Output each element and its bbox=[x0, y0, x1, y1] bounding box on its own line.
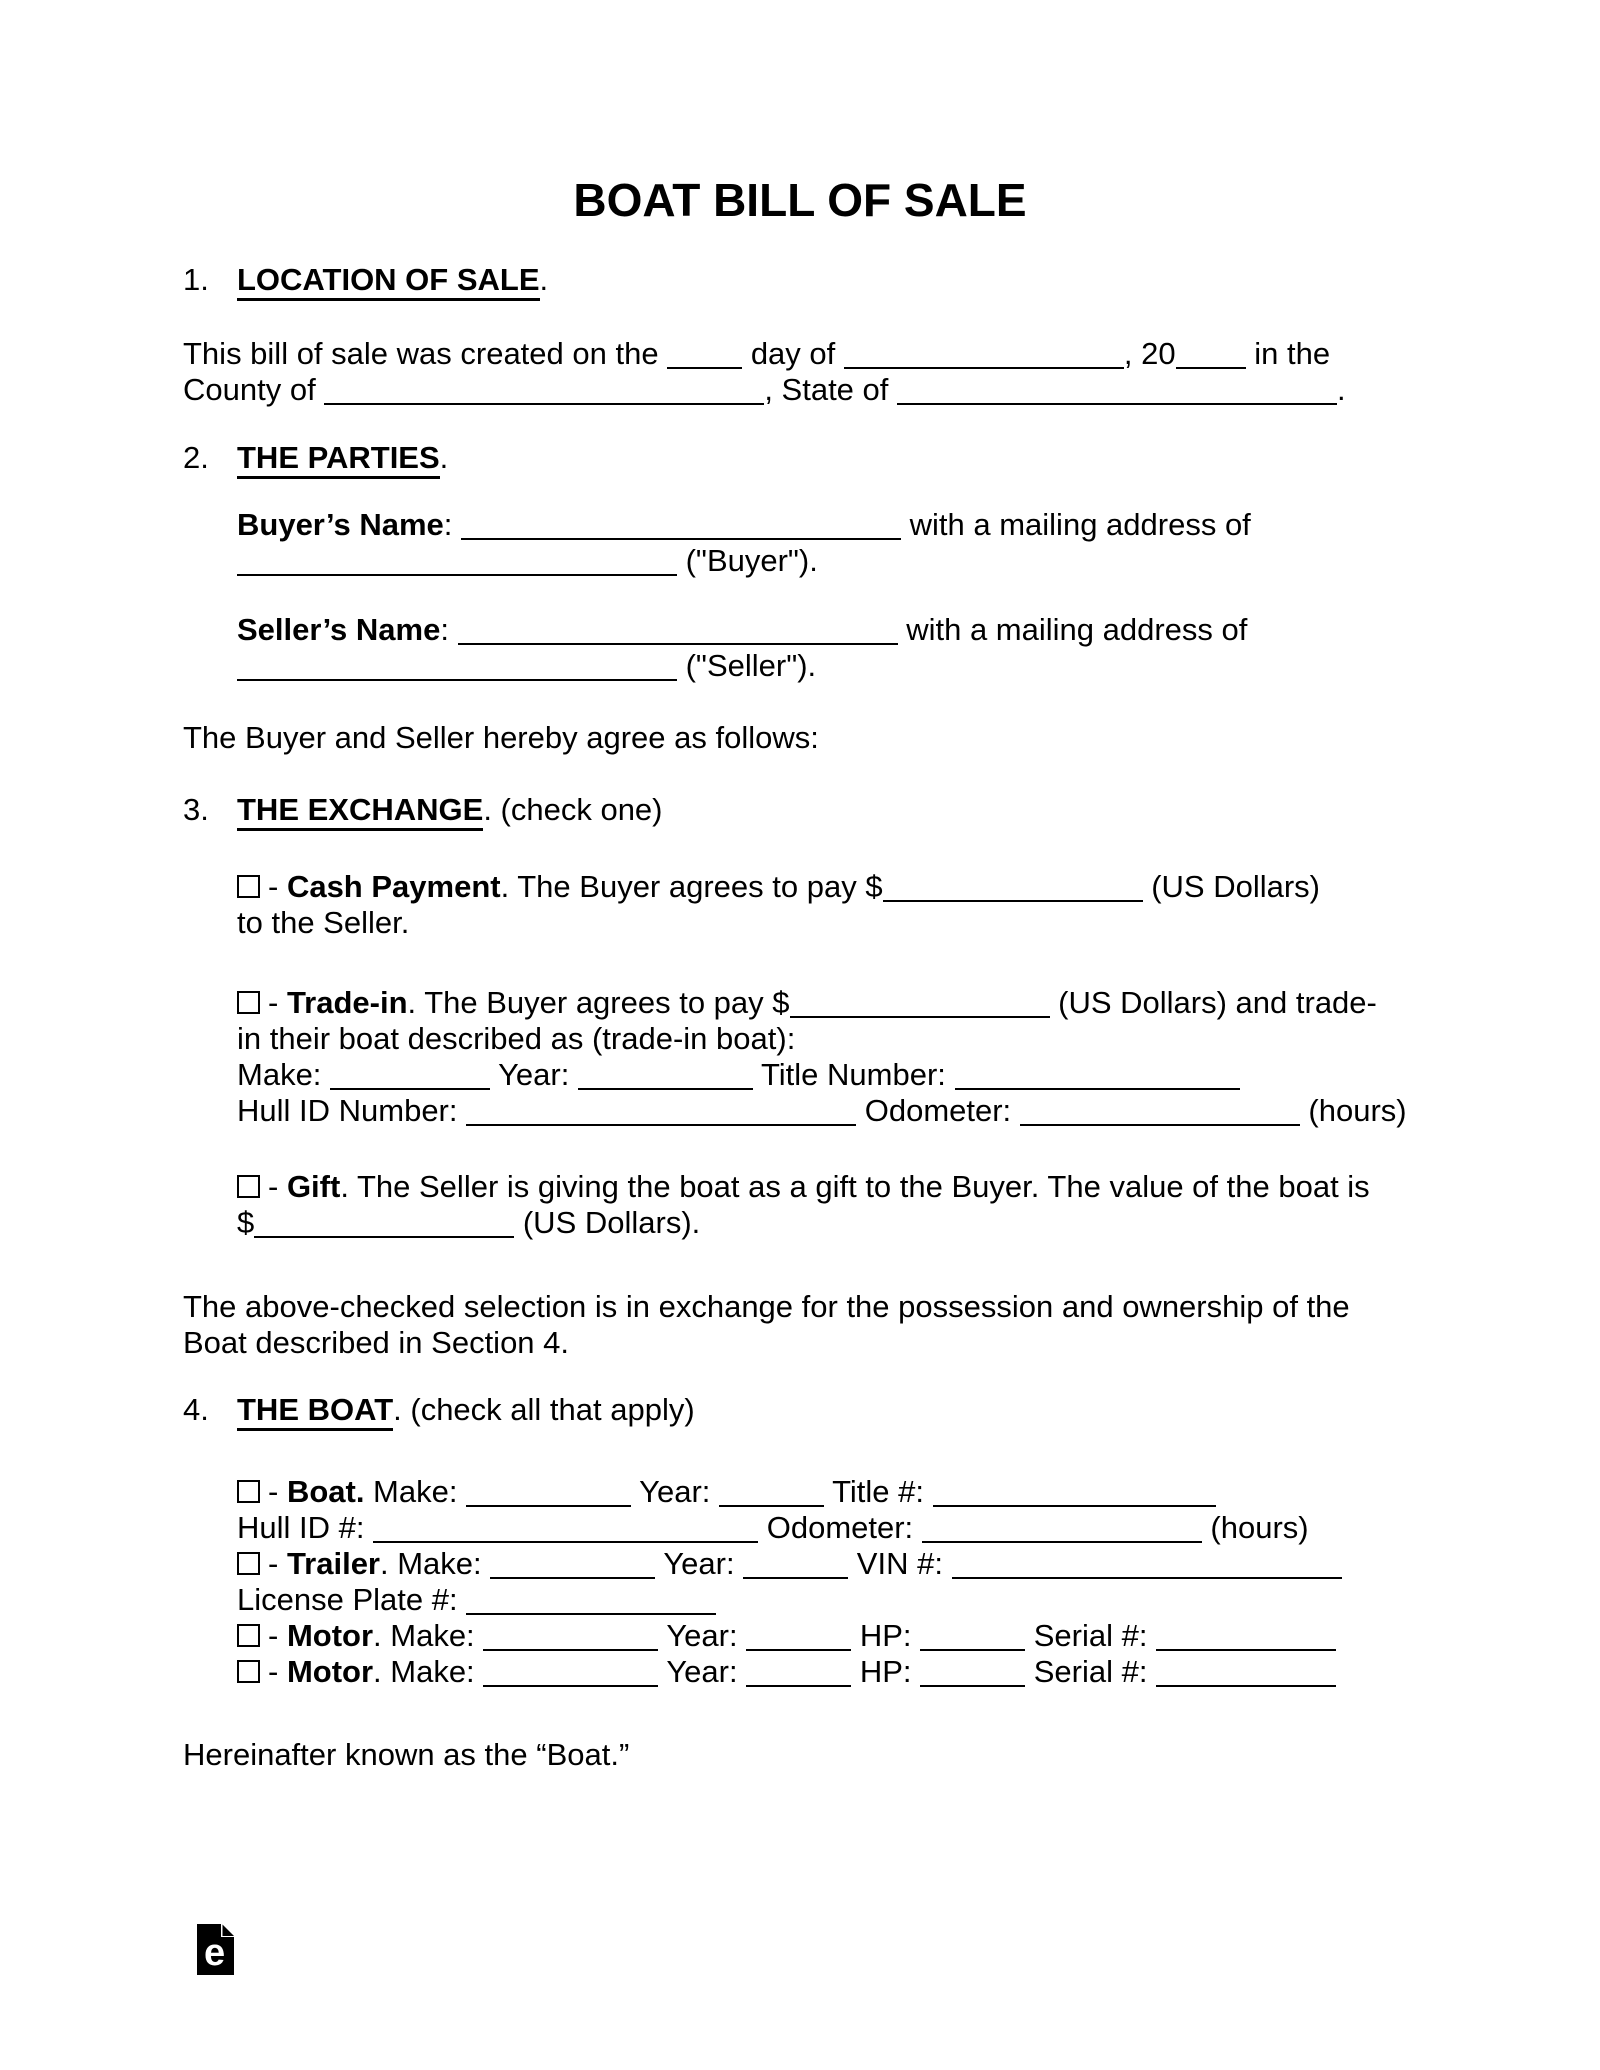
section-1-heading bbox=[183, 262, 548, 298]
trailer-year-label: Year: bbox=[655, 1546, 744, 1581]
trailer-vin-label: VIN #: bbox=[848, 1546, 952, 1581]
cash-payment-label: Cash Payment bbox=[286, 869, 501, 904]
motor-1-dash: - bbox=[268, 1618, 287, 1653]
buyer-line-1 bbox=[237, 507, 1251, 543]
blank-boat-hull-id[interactable] bbox=[373, 1539, 758, 1543]
blank-sale-month[interactable] bbox=[844, 365, 1124, 369]
blank-motor-2-hp[interactable] bbox=[920, 1683, 1025, 1687]
exchange-summary-line-2: Boat described in Section 4. bbox=[183, 1325, 570, 1360]
seller-line-1 bbox=[237, 612, 1247, 648]
blank-motor-2-year[interactable] bbox=[746, 1683, 851, 1687]
motor-2-serial-label: Serial #: bbox=[1025, 1654, 1157, 1689]
gift-line-1 bbox=[237, 1169, 1370, 1205]
seller-text-after: with a mailing address of bbox=[897, 612, 1248, 647]
checkbox-cash-payment[interactable] bbox=[237, 875, 260, 898]
location-text-2: day of bbox=[742, 336, 844, 371]
checkbox-trade-in[interactable] bbox=[237, 991, 260, 1014]
blank-seller-name[interactable] bbox=[458, 641, 898, 645]
trade-in-make-label: Make: bbox=[237, 1057, 331, 1092]
blank-boat-year[interactable] bbox=[719, 1503, 824, 1507]
exchange-summary-line-1: The above-checked selection is in exchange for the possession and ownership of the bbox=[183, 1289, 1350, 1324]
trade-in-line-1 bbox=[237, 985, 1407, 1021]
hereinafter-statement: Hereinafter known as the “Boat.” bbox=[183, 1737, 630, 1772]
section-1-heading-text: LOCATION OF SALE bbox=[237, 262, 540, 301]
section-2-number: 2. bbox=[183, 440, 209, 475]
trade-in-line-3 bbox=[237, 1057, 1407, 1093]
blank-buyer-name[interactable] bbox=[461, 536, 901, 540]
section-3-heading-text: THE EXCHANGE bbox=[237, 792, 483, 831]
seller-designation: ("Seller"). bbox=[677, 648, 817, 683]
motor-1-line bbox=[237, 1618, 1342, 1654]
blank-trade-in-year[interactable] bbox=[578, 1086, 753, 1090]
cash-payment-option bbox=[237, 869, 1320, 941]
location-text-4: in the bbox=[1245, 336, 1331, 371]
blank-boat-odometer[interactable] bbox=[922, 1539, 1202, 1543]
motor-1-hp-label: HP: bbox=[851, 1618, 921, 1653]
trailer-make-label: . Make: bbox=[380, 1546, 491, 1581]
section-3-heading-tail: . (check one) bbox=[483, 792, 663, 827]
blank-trailer-vin[interactable] bbox=[952, 1575, 1342, 1579]
trade-in-dash: - bbox=[268, 985, 287, 1020]
buyer-name-label: Buyer’s Name bbox=[237, 507, 444, 542]
gift-text-2: (US Dollars). bbox=[514, 1205, 701, 1240]
buyer-designation: ("Buyer"). bbox=[677, 543, 818, 578]
buyer-colon: : bbox=[443, 507, 462, 542]
blank-county[interactable] bbox=[324, 401, 764, 405]
boat-line-2 bbox=[237, 1510, 1342, 1546]
blank-motor-1-serial[interactable] bbox=[1156, 1647, 1336, 1651]
seller-name-label: Seller’s Name bbox=[237, 612, 441, 647]
trailer-label: Trailer bbox=[286, 1546, 380, 1581]
boat-hours-label: (hours) bbox=[1201, 1510, 1309, 1545]
trade-in-hull-id-label: Hull ID Number: bbox=[237, 1093, 467, 1128]
section-2-heading-text: THE PARTIES bbox=[237, 440, 440, 479]
agreement-statement: The Buyer and Seller hereby agree as follows: bbox=[183, 720, 819, 755]
gift-dash: - bbox=[268, 1169, 287, 1204]
blank-sale-day[interactable] bbox=[667, 365, 742, 369]
location-text-6: , State of bbox=[764, 372, 898, 407]
motor-1-make-label: . Make: bbox=[373, 1618, 484, 1653]
page-title: BOAT BILL OF SALE bbox=[573, 174, 1027, 226]
buyer-line-2 bbox=[237, 543, 1251, 579]
logo-letter: e bbox=[204, 1932, 226, 1974]
location-text-5: County of bbox=[183, 372, 325, 407]
seller-block bbox=[237, 612, 1247, 684]
cash-text-1: . The Buyer agrees to pay $ bbox=[500, 869, 883, 904]
blank-motor-1-hp[interactable] bbox=[920, 1647, 1025, 1651]
checkbox-trailer[interactable] bbox=[237, 1552, 260, 1575]
trade-in-hours-label: (hours) bbox=[1299, 1093, 1407, 1128]
trade-in-line-2: in their boat described as (trade-in boat): bbox=[237, 1021, 796, 1056]
blank-motor-2-make[interactable] bbox=[483, 1683, 658, 1687]
blank-boat-make[interactable] bbox=[466, 1503, 631, 1507]
blank-motor-2-serial[interactable] bbox=[1156, 1683, 1336, 1687]
buyer-block bbox=[237, 507, 1251, 579]
checkbox-boat[interactable] bbox=[237, 1480, 260, 1503]
license-plate-label: License Plate #: bbox=[237, 1582, 467, 1617]
section-1-number: 1. bbox=[183, 262, 209, 297]
section-2-heading bbox=[183, 440, 448, 476]
motor-1-label: Motor bbox=[286, 1618, 374, 1653]
blank-trade-in-hull-id[interactable] bbox=[466, 1122, 856, 1126]
boat-odometer-label: Odometer: bbox=[758, 1510, 922, 1545]
checkbox-motor-1[interactable] bbox=[237, 1624, 260, 1647]
location-text-1: This bill of sale was created on the bbox=[183, 336, 668, 371]
cash-dash: - bbox=[268, 869, 287, 904]
boat-title-label: Title #: bbox=[824, 1474, 933, 1509]
boat-label: Boat. bbox=[286, 1474, 365, 1509]
eforms-logo bbox=[197, 1924, 234, 1983]
gift-line-2 bbox=[237, 1205, 1370, 1241]
gift-option bbox=[237, 1169, 1370, 1241]
section-3-number: 3. bbox=[183, 792, 209, 827]
blank-boat-title-number[interactable] bbox=[933, 1503, 1216, 1507]
blank-trade-in-make[interactable] bbox=[330, 1086, 490, 1090]
motor-2-dash: - bbox=[268, 1654, 287, 1689]
blank-motor-1-year[interactable] bbox=[746, 1647, 851, 1651]
blank-trade-in-amount[interactable] bbox=[790, 1014, 1050, 1018]
motor-1-serial-label: Serial #: bbox=[1025, 1618, 1157, 1653]
motor-2-hp-label: HP: bbox=[851, 1654, 921, 1689]
cash-payment-line-2: to the Seller. bbox=[237, 905, 410, 940]
motor-2-line bbox=[237, 1654, 1342, 1690]
gift-text-1: . The Seller is giving the boat as a gift to the Buyer. The value of the boat is bbox=[340, 1169, 1370, 1204]
gift-label: Gift bbox=[286, 1169, 341, 1204]
checkbox-motor-2[interactable] bbox=[237, 1660, 260, 1683]
trailer-dash: - bbox=[268, 1546, 287, 1581]
section-4-heading-tail: . (check all that apply) bbox=[393, 1392, 695, 1427]
location-line-1 bbox=[183, 336, 1346, 372]
trade-in-text-1: . The Buyer agrees to pay $ bbox=[407, 985, 790, 1020]
blank-buyer-address[interactable] bbox=[237, 572, 677, 576]
section-4-heading-text: THE BOAT bbox=[237, 1392, 393, 1431]
cash-payment-line-1 bbox=[237, 869, 1320, 905]
trade-in-line-4 bbox=[237, 1093, 1407, 1129]
buyer-text-after: with a mailing address of bbox=[901, 507, 1251, 542]
blank-cash-amount[interactable] bbox=[883, 898, 1143, 902]
trade-in-odometer-label: Odometer: bbox=[856, 1093, 1020, 1128]
boat-year-label: Year: bbox=[631, 1474, 720, 1509]
section-1-heading-tail: . bbox=[539, 262, 549, 297]
blank-license-plate[interactable] bbox=[466, 1611, 716, 1615]
section-2-heading-tail: . bbox=[439, 440, 449, 475]
section-4-number: 4. bbox=[183, 1392, 209, 1427]
blank-trailer-year[interactable] bbox=[743, 1575, 848, 1579]
trade-in-year-label: Year: bbox=[490, 1057, 578, 1092]
motor-1-year-label: Year: bbox=[658, 1618, 747, 1653]
section-4-heading bbox=[183, 1392, 695, 1428]
trailer-line-1 bbox=[237, 1546, 1342, 1582]
boat-description-block bbox=[237, 1474, 1342, 1690]
blank-sale-year[interactable] bbox=[1176, 365, 1246, 369]
trailer-line-2 bbox=[237, 1582, 1342, 1618]
blank-trade-in-odometer[interactable] bbox=[1020, 1122, 1300, 1126]
motor-2-make-label: . Make: bbox=[373, 1654, 484, 1689]
trade-in-label: Trade-in bbox=[286, 985, 408, 1020]
blank-gift-value[interactable] bbox=[254, 1234, 514, 1238]
trade-in-text-2: (US Dollars) and trade- bbox=[1049, 985, 1377, 1020]
section-3-heading bbox=[183, 792, 663, 828]
boat-dash: - bbox=[268, 1474, 287, 1509]
motor-2-label: Motor bbox=[286, 1654, 374, 1689]
boat-make-label: Make: bbox=[364, 1474, 467, 1509]
trade-in-title-number-label: Title Number: bbox=[752, 1057, 955, 1092]
cash-text-2: (US Dollars) bbox=[1142, 869, 1320, 904]
trade-in-option bbox=[237, 985, 1407, 1129]
boat-hull-id-label: Hull ID #: bbox=[237, 1510, 374, 1545]
location-line-2 bbox=[183, 372, 1346, 408]
exchange-summary-paragraph bbox=[183, 1289, 1350, 1361]
seller-colon: : bbox=[440, 612, 458, 647]
gift-dollar-sign: $ bbox=[237, 1205, 255, 1240]
motor-2-year-label: Year: bbox=[658, 1654, 747, 1689]
blank-seller-address[interactable] bbox=[237, 677, 677, 681]
location-text-7: . bbox=[1337, 372, 1346, 407]
blank-trailer-make[interactable] bbox=[490, 1575, 655, 1579]
location-text-3: , 20 bbox=[1123, 336, 1176, 371]
checkbox-gift[interactable] bbox=[237, 1175, 260, 1198]
document-icon bbox=[197, 1924, 234, 1975]
boat-line-1 bbox=[237, 1474, 1342, 1510]
blank-state[interactable] bbox=[897, 401, 1337, 405]
blank-trade-in-title-number[interactable] bbox=[955, 1086, 1240, 1090]
location-paragraph bbox=[183, 336, 1346, 408]
seller-line-2 bbox=[237, 648, 1247, 684]
blank-motor-1-make[interactable] bbox=[483, 1647, 658, 1651]
